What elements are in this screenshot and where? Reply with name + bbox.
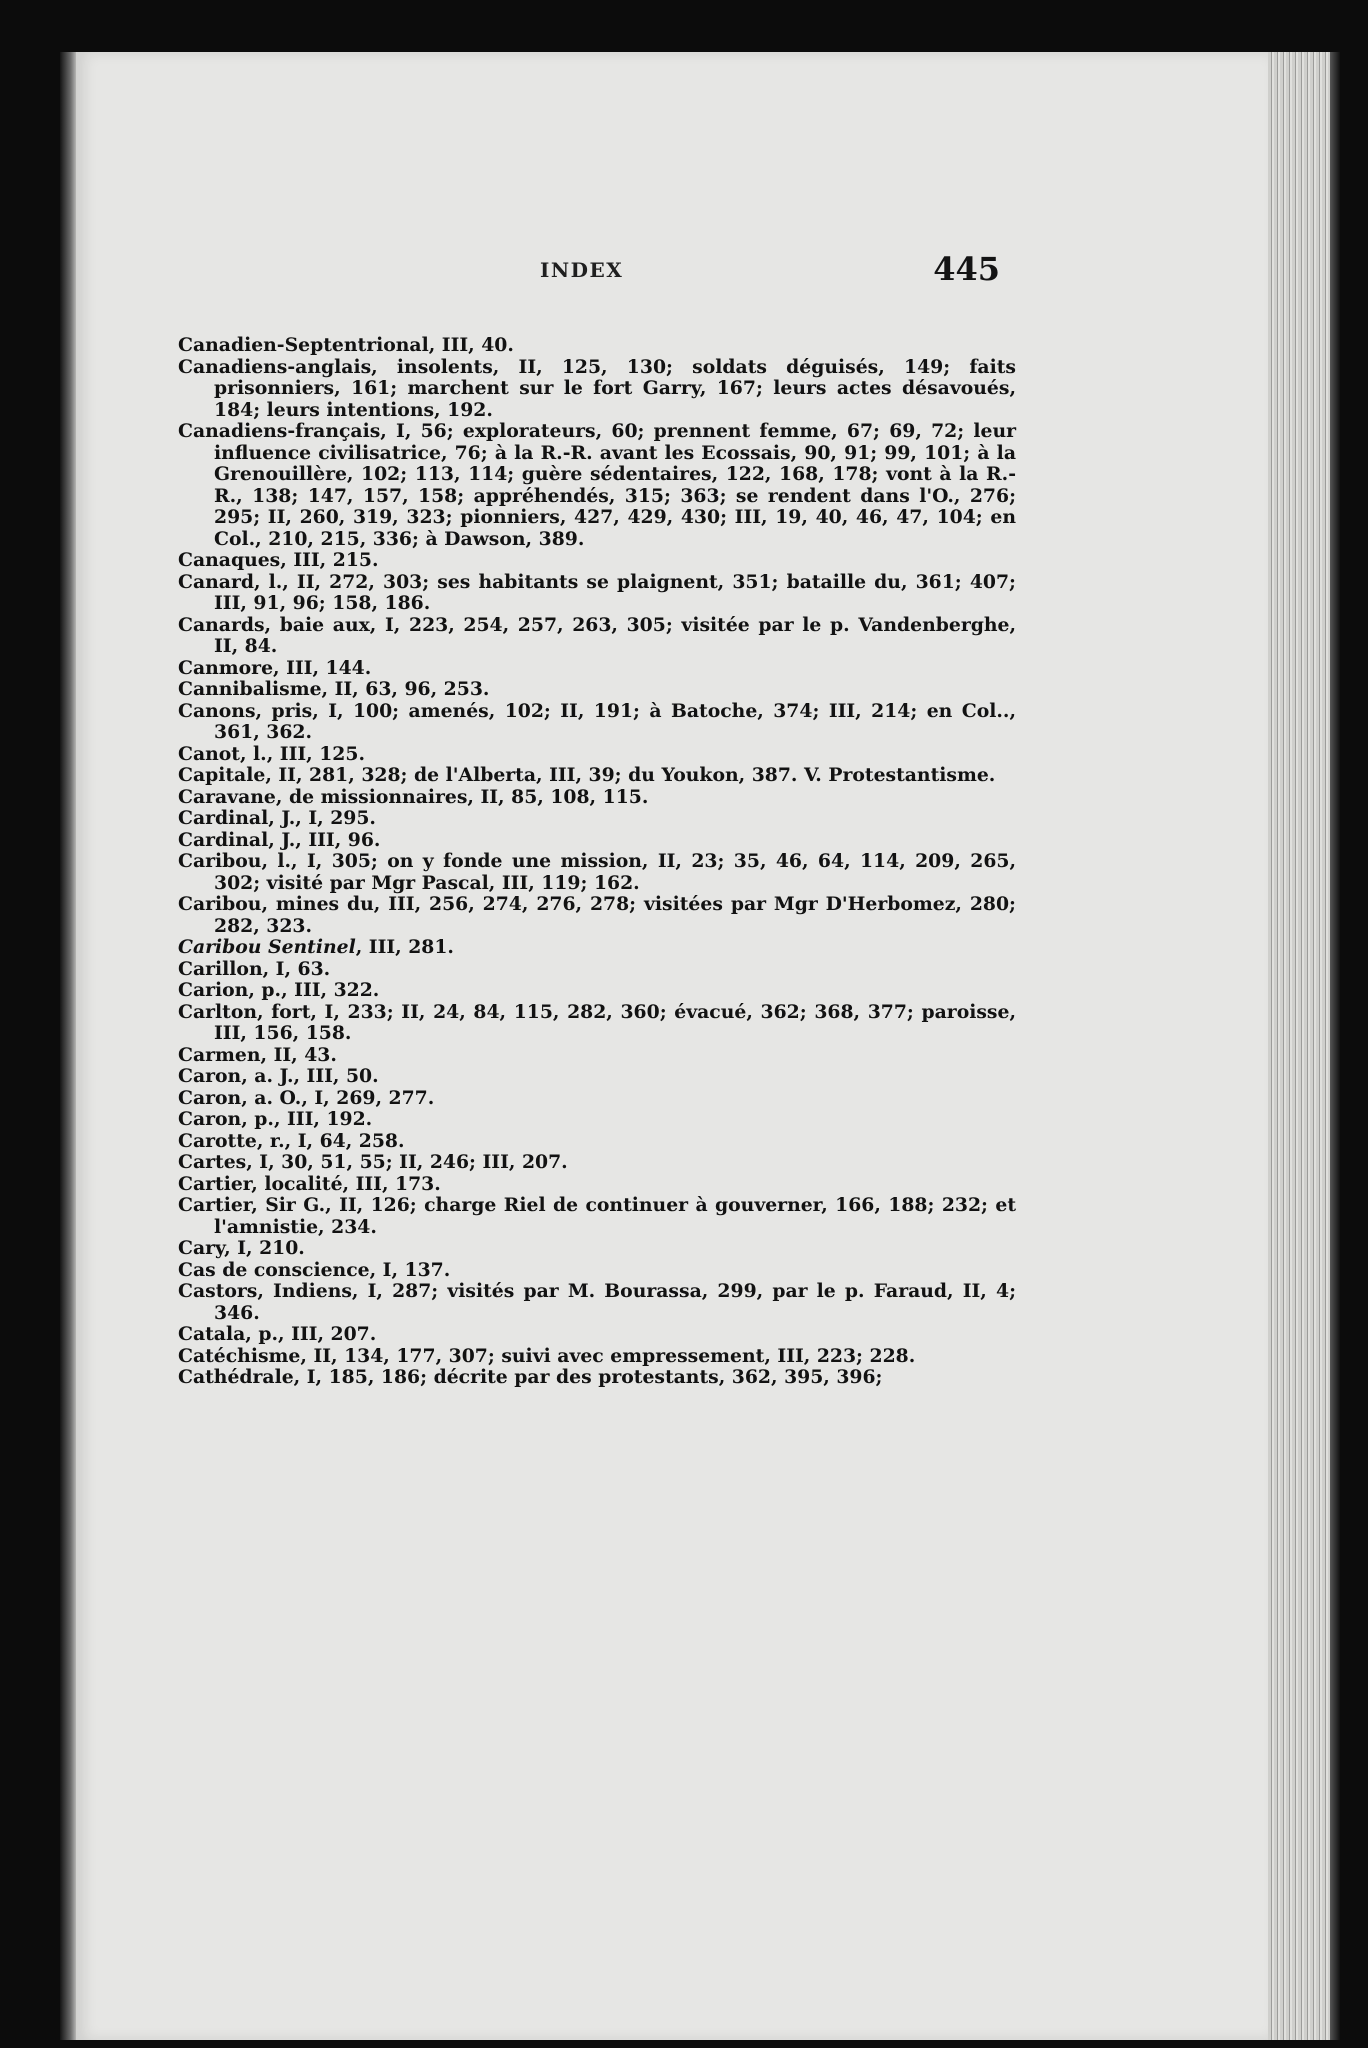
index-entry-text: Cary, I, 210. [178, 1237, 305, 1259]
index-entry-text: Carion, p., III, 322. [178, 979, 380, 1001]
index-entry [178, 1045, 1016, 1067]
index-entry-text: , III, 281. [355, 936, 454, 958]
index-entry-text: Carotte, r., I, 64, 258. [178, 1129, 405, 1152]
page-edges [1268, 52, 1330, 2040]
index-entry [178, 1367, 1016, 1389]
index-entry-text: Canadiens-anglais, insolents, II, 125, 130; soldats déguisés, 149; faits prisonniers, 161; marchent sur le fort Garry, 167; leurs actes désavoués, 184; leurs intentions, 192. [178, 355, 1016, 421]
index-entry [178, 1152, 1016, 1174]
index-entry-text: Catala, p., III, 207. [178, 1323, 377, 1345]
index-entry-text: Carillon, I, 63. [178, 957, 331, 980]
index-entry-text: Canards, baie aux, I, 223, 254, 257, 263, 305; visitée par le p. Vandenberghe, II, 84. [178, 613, 1016, 657]
index-entry [178, 830, 1016, 852]
index-entry [178, 1088, 1016, 1110]
index-entry [178, 615, 1016, 658]
running-head: INDEX [540, 258, 624, 282]
index-entry-text: Cartier, Sir G., II, 126; charge Riel de continuer à gouverner, 166, 188; 232; et l'amnistie, 234. [178, 1194, 1016, 1238]
index-entry-text: Cardinal, J., I, 295. [178, 807, 376, 829]
index-entry [178, 765, 1016, 787]
index-entry [178, 1002, 1016, 1045]
index-entry-text: Cartes, I, 30, 51, 55; II, 246; III, 207. [178, 1151, 568, 1173]
index-entry-text: Cannibalisme, II, 63, 96, 253. [178, 678, 490, 700]
index-entry-text: Cathédrale, I, 185, 186; décrite par des protestants, 362, 395, 396; [178, 1366, 883, 1388]
index-entry [178, 894, 1016, 937]
index-entry-text: Canot, l., III, 125. [178, 742, 365, 765]
index-entry [178, 335, 1016, 357]
page-number: 445 [933, 250, 1000, 288]
index-entry-text: Canadiens-français, I, 56; explorateurs, 60; prennent femme, 67; 69, 72; leur influence civilisatrice, 76; à la R.-R. avant les Ecossais, 90, 91; 99, 101; à la Grenouillère, 102; 113, 114; guère sédentaires, 122, 168, 178; vont à la R.-R., 138; 147, 157, 158; appréhendés, 315; 363; se rendent dans l'O., 276; 295; II, 260, 319, 323; pionniers, 427, 429, 430; III, 19, 40, 46, 47, 104; en Col., 210, 215, 336; à Dawson, 389. [178, 420, 1016, 550]
index-entry-text: Canadien-Septentrional, III, 40. [178, 334, 514, 356]
index-entry [178, 357, 1016, 422]
index-entry-text: Cas de conscience, I, 137. [178, 1258, 451, 1281]
page-header [540, 250, 1000, 290]
index-entry [178, 701, 1016, 744]
index-entry [178, 1109, 1016, 1131]
index-entry [178, 1281, 1016, 1324]
index-entry [178, 1238, 1016, 1260]
index-entry [178, 1174, 1016, 1196]
index-entry [178, 550, 1016, 572]
index-entry-text: Caron, a. O., I, 269, 277. [178, 1086, 435, 1109]
index-entry-text: Catéchisme, II, 134, 177, 307; suivi avec empressement, III, 223; 228. [178, 1344, 916, 1367]
index-entry [178, 959, 1016, 981]
index-entry [178, 980, 1016, 1002]
index-entry [178, 1195, 1016, 1238]
index-entry [178, 421, 1016, 550]
index-entry-text: Cardinal, J., III, 96. [178, 828, 381, 851]
index-entry-text: Carlton, fort, I, 233; II, 24, 84, 115, 282, 360; évacué, 362; 368, 377; paroisse, III, 156, 158. [178, 1000, 1016, 1044]
index-entry-text: Cartier, localité, III, 173. [178, 1172, 441, 1195]
index-entry-text: Caron, p., III, 192. [178, 1108, 373, 1130]
index-entry [178, 572, 1016, 615]
index-entry [178, 658, 1016, 680]
index-entry [178, 851, 1016, 894]
index-entry-text: Caribou, mines du, III, 256, 274, 276, 278; visitées par Mgr D'Herbomez, 280; 282, 323. [178, 893, 1016, 937]
index-entry [178, 1066, 1016, 1088]
index-entry-text: Castors, Indiens, I, 287; visités par M. Bourassa, 299, par le p. Faraud, II, 4; 346. [178, 1280, 1016, 1324]
index-entry-text: Canaques, III, 215. [178, 549, 379, 571]
index-entry-text: Canmore, III, 144. [178, 656, 372, 679]
index-entry-text: Canard, l., II, 272, 303; ses habitants se plaignent, 351; bataille du, 361; 407; III, 91, 96; 158, 186. [178, 570, 1016, 614]
index-entry-text: Caravane, de missionnaires, II, 85, 108, 115. [178, 785, 649, 808]
index-entry-text: Caribou, l., I, 305; on y fonde une mission, II, 23; 35, 46, 64, 114, 209, 265, 302; visité par Mgr Pascal, III, 119; 162. [178, 850, 1016, 894]
index-entry-text: Canons, pris, I, 100; amenés, 102; II, 191; à Batoche, 374; III, 214; en Col.., 361, 362. [178, 699, 1016, 743]
index-entry [178, 744, 1016, 766]
index-entry-italic-title: Caribou Sentinel [178, 936, 356, 958]
index-entry-text: Caron, a. J., III, 50. [178, 1065, 379, 1087]
index-entry [178, 808, 1016, 830]
index-entry [178, 679, 1016, 701]
index-entry-italic [178, 937, 1016, 959]
page-edge-shadow [1330, 52, 1340, 2040]
index-entry [178, 787, 1016, 809]
index-entry-text: Carmen, II, 43. [178, 1043, 337, 1066]
index-entry [178, 1324, 1016, 1346]
index-entry [178, 1260, 1016, 1282]
index-entry-text: Capitale, II, 281, 328; de l'Alberta, III, 39; du Youkon, 387. V. Protestantisme. [178, 764, 996, 786]
index-entry [178, 1346, 1016, 1368]
index-entry [178, 1131, 1016, 1153]
index-entries [178, 335, 1016, 1389]
